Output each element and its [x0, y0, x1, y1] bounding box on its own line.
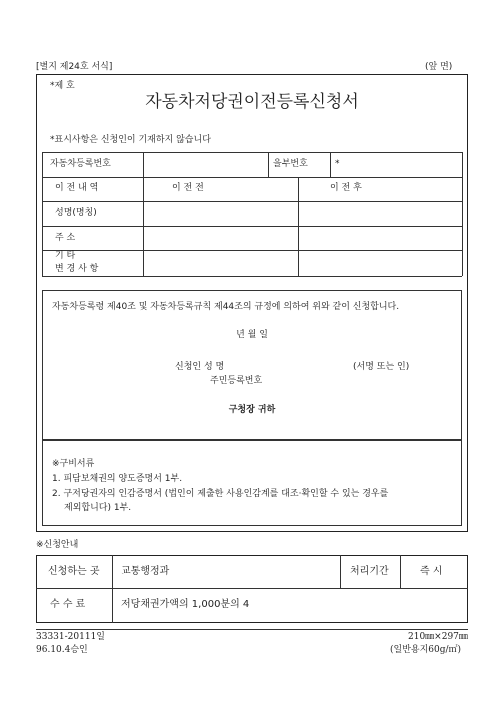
before-transfer-header: 이 전 전: [172, 183, 204, 193]
after-transfer-header: 이 전 후: [330, 183, 362, 193]
page-side-label: (앞 면): [425, 62, 453, 72]
other-before-cell[interactable]: [144, 251, 298, 276]
processing-period-value: 즉 시: [420, 566, 443, 577]
signature-label: (서명 또는 인): [353, 362, 410, 372]
processing-period-label: 처리기간: [350, 566, 389, 577]
receipt-number-label: *제 호: [50, 81, 75, 91]
other-after-cell[interactable]: [299, 251, 462, 276]
other-label-line2: 변 경 사 항: [55, 264, 99, 274]
address-label: 주 소: [55, 233, 76, 243]
form-number-label: [별지 제24호 서식]: [36, 62, 113, 72]
required-documents-title: ※구비서류: [52, 459, 95, 469]
document-item-1: 1. 피담보채권의 양도증명서 1부.: [52, 474, 183, 484]
form-code: 33331-20111일: [36, 632, 105, 642]
applicant-name-label: 신청인 성 명: [175, 362, 225, 372]
fee-label: 수 수 료: [50, 599, 86, 610]
address-after-cell[interactable]: [299, 227, 462, 250]
address-before-cell[interactable]: [144, 227, 298, 250]
transfer-details-label: 이 전 내 역: [55, 183, 99, 193]
fee-value: 저당채권가액의 1,000분의 4: [121, 599, 250, 610]
other-label-line1: 기 타: [55, 251, 76, 261]
approval-date: 96.10.4승인: [36, 645, 88, 655]
receipt-no-star: *: [335, 159, 340, 169]
vehicle-reg-no-label: 자동차등록번호: [50, 159, 111, 169]
name-after-cell[interactable]: [299, 202, 462, 226]
form-note: *표시사항은 신청인이 기재하지 않습니다: [50, 135, 211, 145]
paper-size: 210㎜×297㎜: [408, 632, 468, 642]
receipt-no-label: 을부번호: [273, 159, 308, 169]
document-item-2: 2. 구저당권자의 인감증명서 (법인이 제출한 사용인감계를 대조·확인할 수 있는 경우를: [52, 489, 389, 499]
name-before-cell[interactable]: [144, 202, 298, 226]
document-item-2-cont: 제외합니다) 1부.: [64, 503, 132, 513]
name-label: 성명(명칭): [55, 208, 97, 218]
where-to-apply-label: 신청하는 곳: [48, 566, 100, 577]
resident-no-label: 주민등록번호: [210, 376, 263, 386]
paper-weight: (일반용지60g/㎡): [390, 645, 462, 655]
form-title: 자동차저당권이전등록신청서: [145, 92, 359, 112]
date-line: 년 월 일: [236, 330, 268, 340]
vehicle-reg-no-cell[interactable]: [143, 153, 268, 177]
guide-table: [36, 555, 468, 623]
declaration-statement: 자동차등록령 제40조 및 자동차등록규칙 제44조의 규정에 의하여 위와 같이 신청합니다.: [52, 302, 400, 312]
application-guide-title: ※신청안내: [36, 540, 79, 550]
where-to-apply-value: 교통행정과: [121, 566, 170, 577]
addressee: 구청장 귀하: [228, 405, 276, 415]
